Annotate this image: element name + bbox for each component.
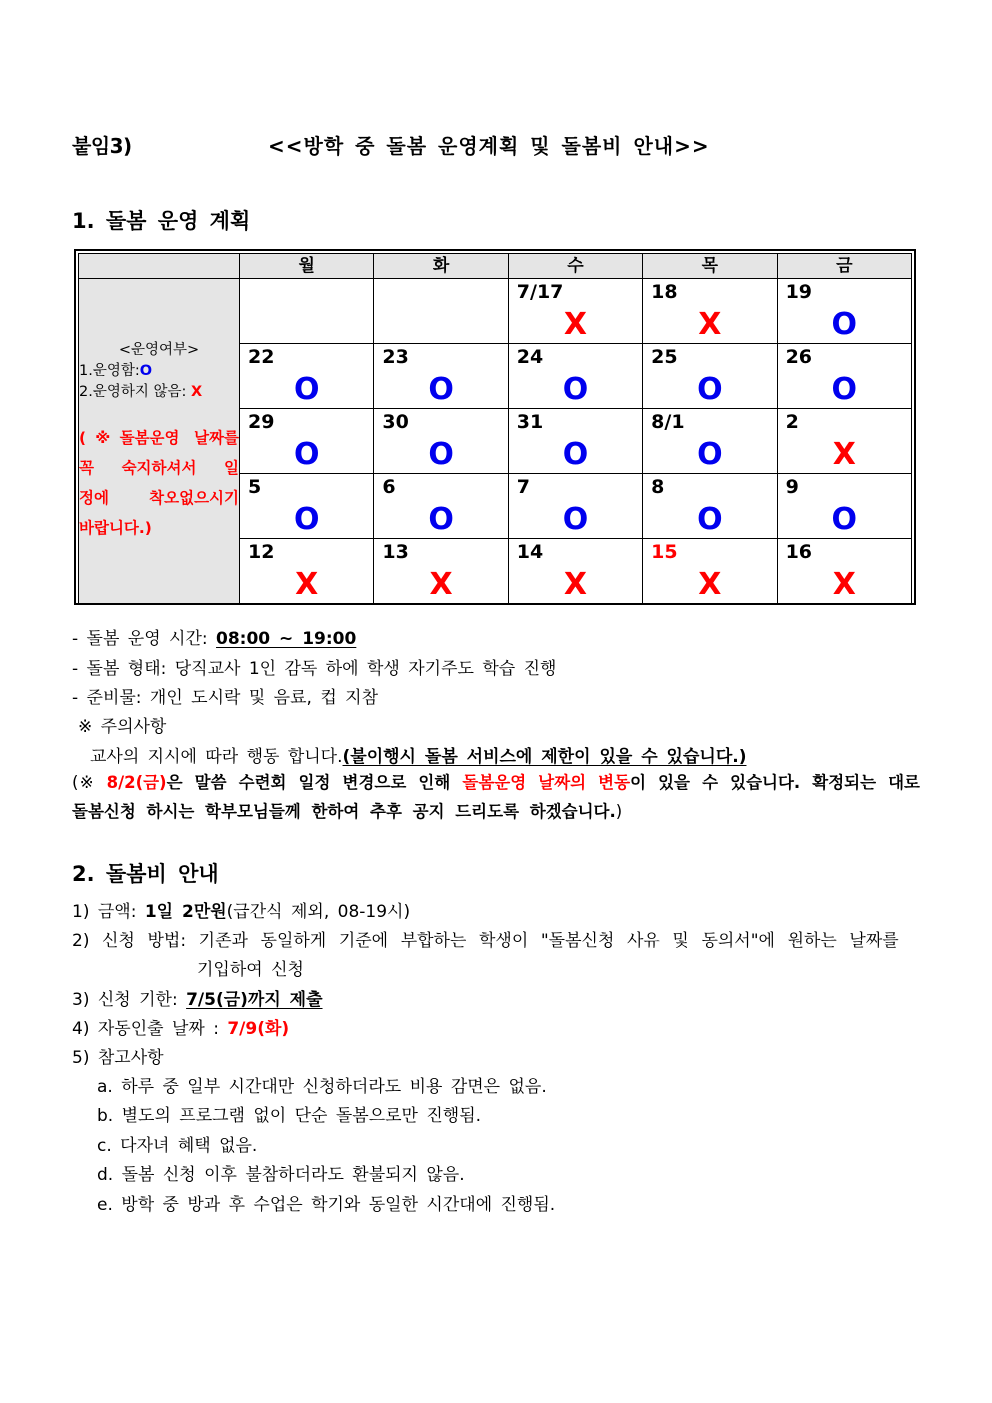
operate-mark: O	[293, 372, 320, 407]
day-number: 13	[382, 541, 409, 563]
operate-mark: O	[831, 372, 858, 407]
day-number: 7	[516, 476, 531, 498]
operate-mark: O	[562, 372, 589, 407]
closed-mark: X	[563, 567, 588, 602]
fee-label: 1) 금액:	[72, 902, 145, 922]
operating-hours	[72, 624, 356, 649]
day-number: 30	[382, 411, 409, 433]
calendar-day-cell	[240, 279, 374, 344]
calendar-day-cell	[508, 279, 642, 344]
calendar-day-cell	[240, 344, 374, 409]
day-number: 31	[516, 411, 544, 433]
calendar-day-cell	[643, 344, 777, 409]
deadline-line	[72, 985, 323, 1010]
calendar-day-cell	[508, 474, 642, 539]
debit-value: 7/9(화)	[227, 1019, 290, 1039]
fee-line	[72, 897, 410, 922]
operate-mark: O	[831, 307, 858, 342]
day-number: 22	[248, 346, 275, 368]
closed-mark: X	[698, 567, 722, 602]
closed-mark: X	[429, 567, 453, 602]
notes-heading: 5) 참고사항	[72, 1048, 164, 1068]
calendar-day-cell	[374, 539, 508, 604]
weekday-mon: 월	[240, 254, 374, 279]
day-number: 8/1	[651, 411, 685, 433]
weekday-fri: 금	[777, 254, 911, 279]
care-type: - 돌봄 형태: 당직교사 1인 감독 하에 학생 자기주도 학습 진행	[72, 659, 557, 679]
notice-open: (※	[72, 773, 107, 792]
caution-text	[90, 742, 746, 767]
attachment-label: 붙임3)	[72, 134, 132, 158]
day-number: 5	[248, 476, 262, 498]
weekday-wed: 수	[508, 254, 642, 279]
day-number: 8	[651, 476, 665, 498]
debit-label: 4) 자동인출 날짜 :	[72, 1019, 228, 1039]
calendar-day-cell	[508, 344, 642, 409]
day-number: 16	[785, 541, 813, 563]
day-number: 25	[651, 346, 678, 368]
debit-line	[72, 1014, 289, 1039]
notice-highlight: 돌봄운영 날짜의 변동	[462, 773, 631, 792]
weekday-thu: 목	[643, 254, 777, 279]
week-row	[79, 279, 912, 344]
operate-mark: O	[428, 502, 454, 537]
operate-mark: O	[428, 437, 454, 472]
method-line-cont: 기입하여 신청	[197, 960, 304, 980]
operate-mark: O	[831, 502, 858, 537]
legend-item-closed-label: 2.운영하지 않음:	[79, 383, 187, 400]
calendar-day-cell	[374, 279, 508, 344]
day-number: 15	[651, 541, 678, 563]
calendar-day-cell	[777, 474, 911, 539]
day-number: 12	[248, 541, 275, 563]
weekday-tue: 화	[374, 254, 508, 279]
legend-closed-mark: X	[190, 383, 203, 400]
section2-heading: 2. 돌봄비 안내	[72, 862, 219, 886]
legend-item-operate	[79, 361, 239, 382]
day-number: 14	[516, 541, 544, 563]
calendar-day-cell	[777, 279, 911, 344]
legend-title: <운영여부>	[118, 341, 200, 358]
calendar-day-cell	[643, 539, 777, 604]
notice-part1: 은 말씀 수련회 일정 변경으로 인해	[166, 773, 463, 792]
day-number: 24	[516, 346, 544, 368]
header-corner-cell	[79, 254, 240, 279]
legend-operate-mark: O	[139, 362, 153, 379]
legend-cell	[79, 279, 240, 604]
calendar-day-cell	[240, 539, 374, 604]
calendar-day-cell	[508, 539, 642, 604]
supplies: - 준비물: 개인 도시락 및 음료, 컵 지참	[72, 688, 378, 708]
operating-hours-label: - 돌봄 운영 시간:	[72, 629, 217, 649]
notice-part2: 이 있을 수 있습니다. 확정되는 대로 돌봄신청 하시는 학부모님들께 한하여 추후 공지 드리도록 하겠습니다.	[72, 773, 920, 821]
legend-item-operate-label: 1.운영함:	[79, 362, 140, 379]
operate-mark: O	[697, 437, 723, 472]
operate-mark: O	[293, 502, 320, 537]
calendar-day-cell	[643, 279, 777, 344]
note-item: a. 하루 중 일부 시간대만 신청하더라도 비용 감면은 없음.	[97, 1077, 547, 1097]
day-number: 2	[785, 411, 799, 433]
section1-heading: 1. 돌봄 운영 계획	[72, 209, 251, 233]
calendar-day-cell	[374, 409, 508, 474]
weekday-header-row	[79, 254, 912, 279]
deadline-value: 7/5(금)까지 제출	[186, 990, 323, 1010]
day-number: 7/17	[516, 281, 564, 303]
calendar-day-cell	[240, 409, 374, 474]
calendar-day-cell	[643, 409, 777, 474]
legend-warning-line: 바랍니다.)	[79, 518, 152, 537]
calendar-day-cell	[777, 344, 911, 409]
note-item: c. 다자녀 혜택 없음.	[97, 1136, 258, 1156]
calendar-day-cell	[643, 474, 777, 539]
operate-mark: O	[697, 502, 723, 537]
day-number: 23	[382, 346, 409, 368]
operate-mark: O	[697, 372, 723, 407]
note-item: d. 돌봄 신청 이후 불참하더라도 환불되지 않음.	[97, 1165, 465, 1185]
operating-hours-value: 08:00 ~ 19:00	[216, 629, 357, 649]
operate-mark: O	[428, 372, 454, 407]
calendar-day-cell	[374, 344, 508, 409]
legend-warning	[79, 423, 239, 543]
calendar-day-cell	[374, 474, 508, 539]
caution-heading: ※ 주의사항	[78, 717, 167, 737]
note-item: b. 별도의 프로그램 없이 단순 돌봄으로만 진행됨.	[97, 1106, 482, 1126]
operate-mark: O	[562, 502, 589, 537]
schedule-change-notice	[72, 768, 920, 826]
caution-body: 교사의 지시에 따라 행동 합니다.	[90, 747, 343, 767]
method-line: 2) 신청 방법: 기존과 동일하게 기준에 부합하는 학생이 "돌봄신청 사유 및 동의서"에 원하는 날짜를	[72, 931, 899, 951]
calendar-day-cell	[240, 474, 374, 539]
closed-mark: X	[832, 437, 856, 472]
notice-close: )	[615, 802, 623, 821]
closed-mark: X	[295, 567, 319, 602]
operate-mark: O	[562, 437, 589, 472]
calendar-day-cell	[508, 409, 642, 474]
deadline-label: 3) 신청 기한:	[72, 990, 187, 1010]
page-title: <<방학 중 돌봄 운영계획 및 돌봄비 안내>>	[268, 134, 710, 158]
operate-mark: O	[293, 437, 320, 472]
day-number: 9	[785, 476, 799, 498]
closed-mark: X	[832, 567, 856, 602]
calendar-day-cell	[777, 539, 911, 604]
schedule-table	[74, 249, 916, 605]
day-number: 29	[248, 411, 275, 433]
closed-mark: X	[698, 307, 722, 342]
closed-mark: X	[563, 307, 588, 342]
day-number: 6	[382, 476, 396, 498]
fee-value: 1일 2만원	[144, 902, 227, 922]
note-item: e. 방학 중 방과 후 수업은 학기와 동일한 시간대에 진행됨.	[97, 1195, 556, 1215]
legend-warning-line: 꼭 숙지하셔서 일	[79, 458, 239, 477]
fee-note: (급간식 제외, 08-19시)	[226, 902, 411, 922]
day-number: 18	[651, 281, 678, 303]
legend-warning-line: (※돌봄운영 날짜를	[79, 428, 239, 447]
day-number: 19	[785, 281, 813, 303]
caution-underlined: (불이행시 돌봄 서비스에 제한이 있을 수 있습니다.)	[342, 747, 747, 767]
legend-item-closed	[79, 382, 239, 403]
calendar-day-cell	[777, 409, 911, 474]
legend-warning-line: 정에 착오없으시기	[79, 488, 239, 507]
notice-date: 8/2(금)	[106, 773, 167, 792]
day-number: 26	[785, 346, 813, 368]
